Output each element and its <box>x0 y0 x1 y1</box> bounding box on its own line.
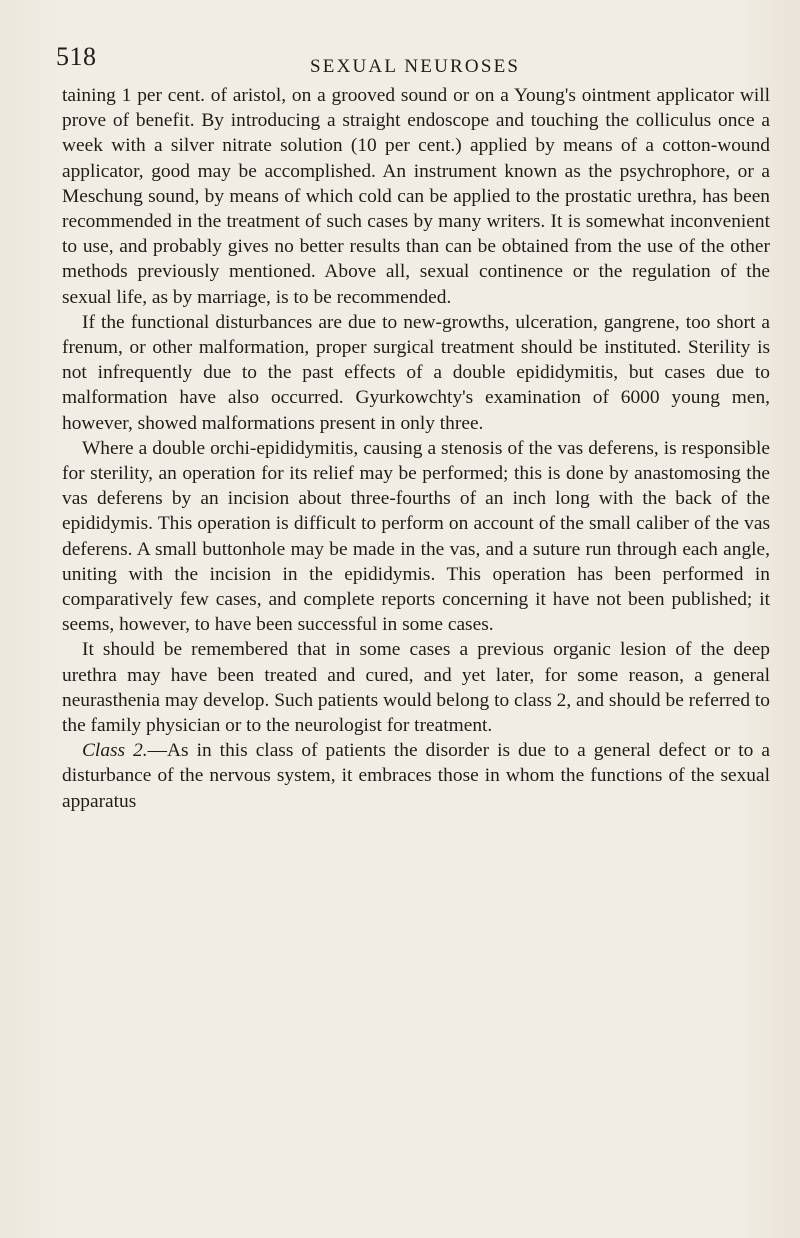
running-head: SEXUAL NEUROSES <box>310 56 521 77</box>
paragraph-functional-disturbances: If the functional disturbances are due to new-growths, ulceration, gangrene, too short a frenum, or other malformation, proper surgical treatment should be instituted. Sterility is not infrequently due to the past effects of a double epididymitis, but cases due to malformation have also occurred. Gyurkowchty's examination of 6000 young men, however, showed malformations present in only three. <box>62 311 770 434</box>
paragraph-orchi-epididymitis: Where a double orchi-epididymitis, causing a stenosis of the vas deferens, is responsible for sterility, an operation for its relief may be performed; this is done by anastomosing the vas deferens by an incision about three-fourths of an inch long with the back of the epididymis. This operation is difficult to perform on account of the small caliber of the vas deferens. A small buttonhole may be made in the vas, and a suture run through each angle, uniting with the incision in the epididymis. This operation has been performed in comparatively few cases, and complete reports concerning it have not been published; it seems, however, to have been successful in some cases. <box>62 437 770 636</box>
paragraph-class-2 <box>62 738 770 814</box>
paragraph-organic-lesion: It should be remembered that in some cases a previous organic lesion of the deep urethra may have been treated and cured, and yet later, for some reason, a general neurasthenia may develop. Such patients would belong to class 2, and should be referred to the family physician or to the neurologist for treatment. <box>62 639 770 737</box>
page-number: 518 <box>56 42 97 71</box>
class-2-heading: Class 2. <box>82 740 148 762</box>
body-text <box>62 83 770 814</box>
paragraph-continued: taining 1 per cent. of aristol, on a grooved sound or on a Young's ointment applicator will prove of benefit. By introducing a straight endoscope and touching the colliculus once a week with a silver nitrate solution (10 per cent.) applied by means of a cotton-wound applicator, good may be accomplished. An instrument known as the psychrophore, or a Meschung sound, by means of which cold can be applied to the prostatic urethra, has been recommended in the treatment of such cases by many writers. It is somewhat inconvenient to use, and probably gives no better results than can be obtained from the use of the other methods previously mentioned. Above all, sexual continence or the regulation of the sexual life, as by marriage, is to be recommended. <box>62 85 770 308</box>
class-2-text: —As in this class of patients the disorder is due to a general defect or to a disturbance of the nervous system, it embraces those in whom the functions of the sexual apparatus <box>62 740 770 812</box>
